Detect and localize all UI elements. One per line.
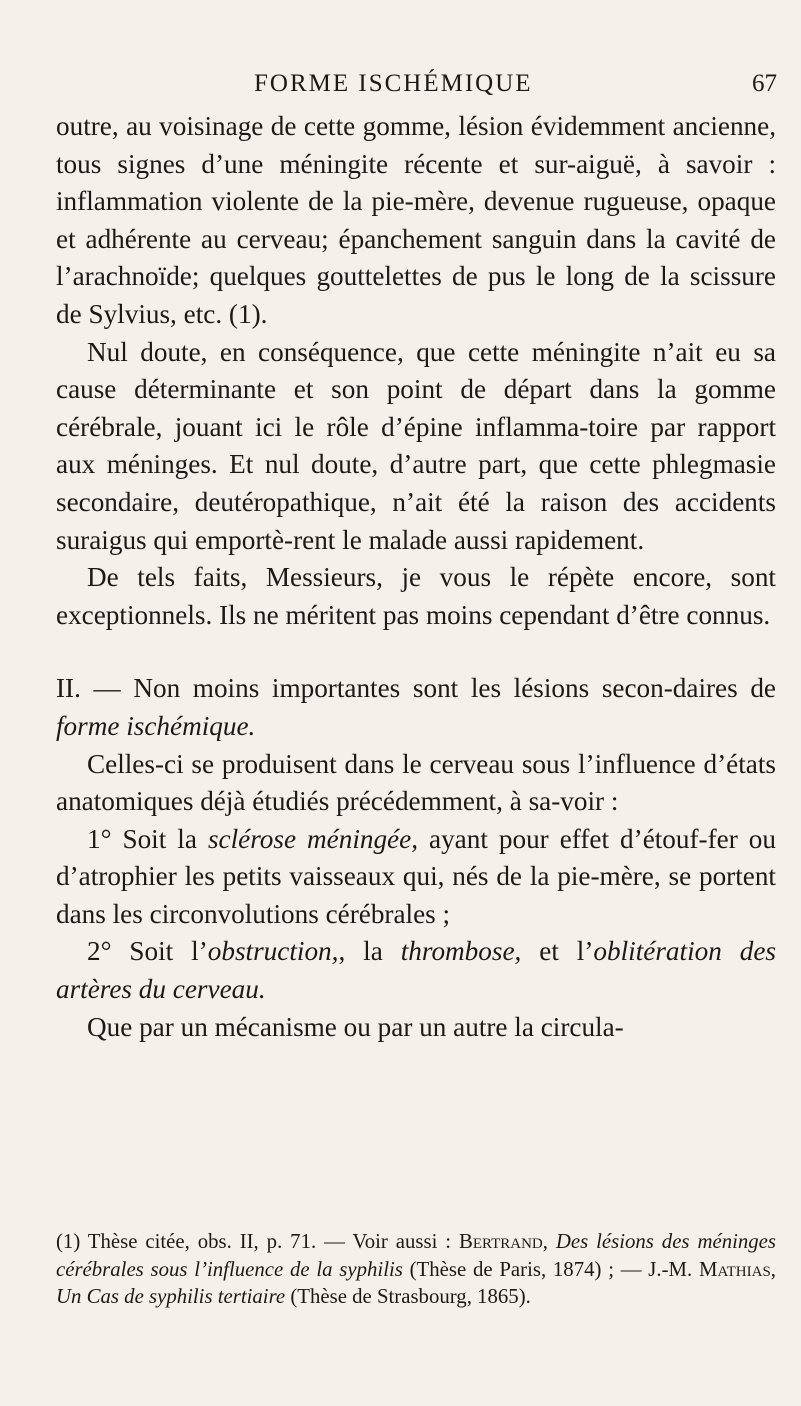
paragraph-8: Que par un mécanisme ou par un autre la circula- (87, 1011, 624, 1042)
list-item-2-term-1: obstruction, (207, 936, 339, 967)
footnote-text-d: , (770, 1257, 776, 1281)
list-item-1 (56, 821, 776, 934)
list-item-1-term: sclérose méningée, (207, 823, 418, 854)
list-item-1-start: 1° Soit la (87, 823, 208, 854)
list-item-2-a: 2° Soit l’ (87, 936, 208, 967)
page-number: 67 (752, 70, 777, 97)
footnote-author-1: Bertrand (458, 1230, 543, 1253)
paragraph-2: Nul doute, en conséquence, que cette méningite n’ait eu sa cause déterminante et son point de départ dans la gomme cérébrale, jouant ici le rôle d’épine inflamma-toire par rapport aux méninges. Et nul doute, d’autre part, que cette phlegmasie secondaire, deutéropathique, n’ait été la raison des accidents suraigus qui emportè-rent le malade aussi rapidement. (56, 336, 776, 555)
footnote-text-b: , (542, 1230, 556, 1253)
running-title: FORME ISCHÉMIQUE (254, 70, 533, 97)
footnote-text-a: (1) Thèse citée, obs. II, p. 71. — Voir aussi : (56, 1230, 459, 1253)
list-item-2 (56, 933, 776, 1008)
footnote-title-1: Des lésions des méninges cérébrales sous l’influence de la syphilis (56, 1230, 776, 1281)
section-intro-text: II. — Non moins importantes sont les lésions secon-daires de (56, 673, 776, 704)
list-item-2-e: et l’ (521, 936, 594, 967)
paragraph-5: Celles-ci se produisent dans le cerveau sous l’influence d’états anatomiques déjà étudiés précédemment, à sa-voir : (56, 748, 776, 817)
footnote-text-c: (Thèse de Paris, 1874) ; — J.-M. (402, 1257, 699, 1281)
section-topic: forme ischémique. (56, 710, 256, 741)
running-header (56, 70, 777, 100)
section-heading-paragraph (56, 670, 776, 745)
list-item-1-end: ayant pour effet d’étouf-fer ou d’atrophier les petits vaisseaux qui, nés de la pie-mère, se portent dans les circonvolutions cérébrales ; (56, 823, 776, 929)
list-item-2-term-3: oblitération des artères du cerveau. (56, 936, 776, 1005)
list-item-2-c: , la (338, 936, 401, 967)
footnote-author-2: Mathias (698, 1257, 771, 1281)
paragraph-3: De tels faits, Messieurs, je vous le répète encore, sont exceptionnels. Ils ne méritent pas moins cependant d’être connus. (56, 562, 776, 630)
footnotes (56, 1228, 776, 1311)
list-item-2-term-2: thrombose, (400, 936, 522, 967)
footnote-text-e: (Thèse de Strasbourg, 1865). (285, 1285, 531, 1308)
main-text (56, 108, 776, 1046)
footnote-title-2: Un Cas de syphilis tertiaire (56, 1285, 286, 1308)
paragraph-1: outre, au voisinage de cette gomme, lésion évidemment ancienne, tous signes d’une méningite récente et sur-aiguë, à savoir : inflammation violente de la pie-mère, devenue rugueuse, opaque et adhérente au cerveau; épanchement sanguin dans la cavité de l’arachnoïde; quelques gouttelettes de pus le long de la scissure de Sylvius, etc. (1). (56, 111, 776, 329)
footnote-1 (56, 1228, 776, 1311)
